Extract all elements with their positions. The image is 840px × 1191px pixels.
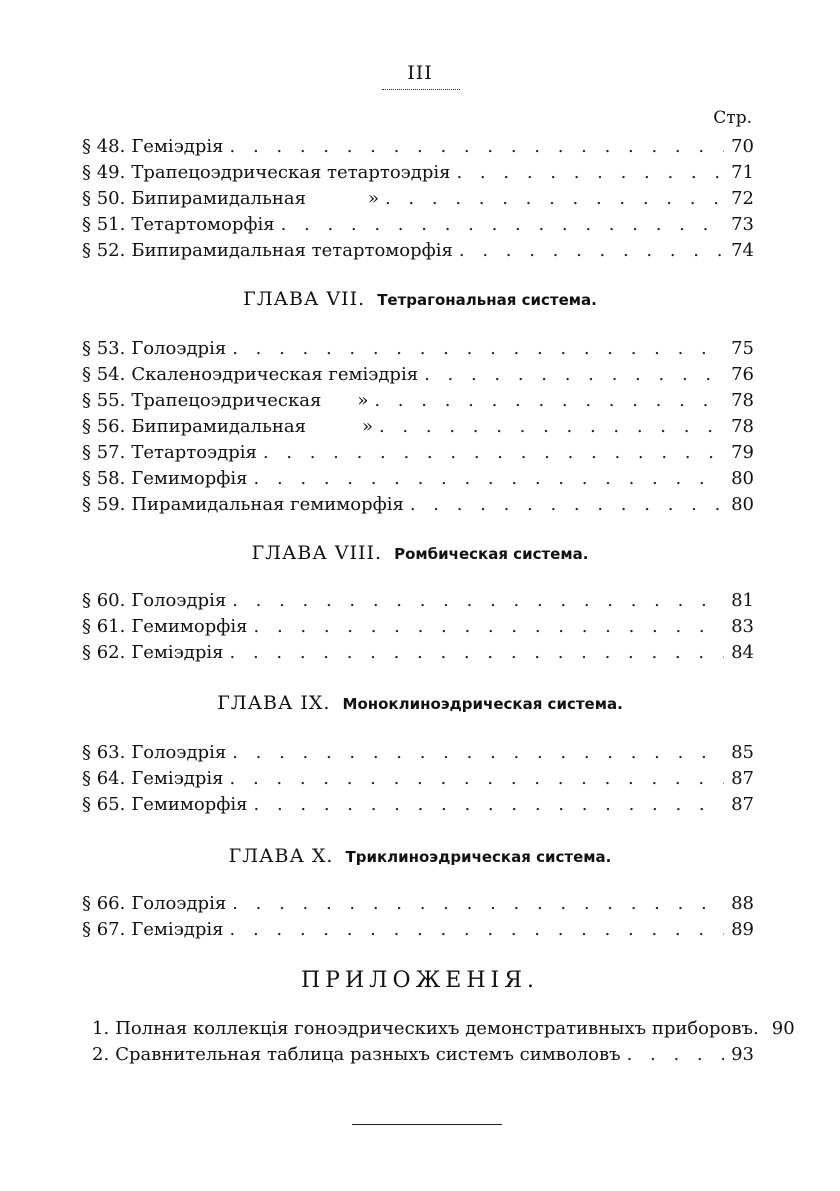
entry-title: Геміэдрія	[131, 919, 224, 940]
dot-leader	[385, 186, 724, 212]
toc-entry	[82, 134, 754, 160]
chapter-heading	[0, 288, 840, 310]
entry-title: Тетартоэдрія	[131, 442, 257, 463]
entry-title: Тетартоморфія	[131, 214, 275, 235]
entry-title: Скаленоэдрическая геміэдрія	[131, 364, 419, 385]
toc-entry	[82, 640, 754, 666]
entry-title: Сравнительная таблица разныхъ системъ символовъ	[115, 1044, 621, 1065]
section-number: § 67.	[82, 919, 126, 940]
toc-entry	[82, 186, 754, 212]
section-number: § 50.	[82, 188, 126, 209]
section-number: § 49.	[82, 162, 126, 183]
page-ref: 90	[771, 1018, 795, 1039]
section-number: § 55.	[82, 390, 126, 411]
page-column-header: Стр.	[713, 108, 752, 128]
end-rule	[352, 1124, 502, 1125]
page-ref: 70	[731, 136, 754, 157]
toc-entry	[82, 414, 754, 440]
dot-leader	[459, 238, 724, 264]
toc-entry	[82, 740, 754, 766]
toc-entry	[82, 440, 754, 466]
toc-entry	[82, 766, 754, 792]
toc-entry	[82, 492, 754, 518]
entry-title: Пирамидальная гемиморфія	[131, 494, 404, 515]
toc-entry	[82, 160, 754, 186]
dot-leader	[263, 440, 724, 466]
toc-group-monoclinic	[82, 740, 754, 818]
page-ref: 73	[731, 214, 754, 235]
entry-title: Голоэдрія	[131, 590, 227, 611]
dot-leader	[374, 388, 724, 414]
dot-leader	[281, 212, 724, 238]
dot-leader	[230, 766, 725, 792]
toc-group-triclinic	[82, 891, 754, 943]
entry-title: Геміэдрія	[131, 642, 224, 663]
appendix-heading: ПРИЛОЖЕНІЯ.	[301, 968, 539, 993]
section-number: § 54.	[82, 364, 126, 385]
page-ref: 81	[731, 590, 754, 611]
section-number: § 64.	[82, 768, 126, 789]
toc-entry	[82, 891, 754, 917]
toc-entry	[82, 614, 754, 640]
page-ref: 75	[731, 338, 754, 359]
page-ref: 78	[731, 416, 754, 437]
section-number: § 52.	[82, 240, 126, 261]
chapter-label: ГЛАВА IX.	[217, 692, 331, 714]
dot-leader	[379, 414, 724, 440]
entry-title: Бипирамидальная	[131, 188, 306, 209]
chapter-label: ГЛАВА X.	[228, 845, 334, 867]
dot-leader	[254, 466, 725, 492]
toc-entry	[82, 212, 754, 238]
section-number: § 66.	[82, 893, 126, 914]
entry-title: Геміэдрія	[131, 768, 224, 789]
appendix-entry	[92, 1042, 754, 1068]
entry-title: Бипирамидальная	[131, 416, 306, 437]
toc-entry	[82, 238, 754, 264]
section-number: § 60.	[82, 590, 126, 611]
toc-group-rhombic	[82, 588, 754, 666]
ditto-mark: »	[357, 390, 369, 411]
toc-entry	[82, 792, 754, 818]
entry-title: Голоэдрія	[131, 338, 227, 359]
section-number: § 58.	[82, 468, 126, 489]
chapter-label: ГЛАВА VIII.	[251, 542, 383, 564]
entry-title: Трапецоэдрическая	[131, 390, 322, 411]
entry-title: Геміэдрія	[131, 136, 224, 157]
toc-entry	[82, 588, 754, 614]
page-ref: 72	[731, 188, 754, 209]
chapter-title: Ромбическая система.	[394, 545, 589, 563]
section-number: § 63.	[82, 742, 126, 763]
dot-leader	[232, 336, 724, 362]
section-number: § 51.	[82, 214, 126, 235]
dot-leader	[232, 588, 724, 614]
chapter-title: Тетрагональная система.	[377, 291, 597, 309]
dot-leader	[230, 134, 725, 160]
dot-leader	[230, 640, 725, 666]
section-number: § 62.	[82, 642, 126, 663]
dot-leader	[456, 160, 724, 186]
toc-entry	[82, 917, 754, 943]
ditto-mark: »	[367, 188, 379, 209]
appendix-entry	[92, 1016, 795, 1042]
appendix-number: 1.	[92, 1018, 110, 1039]
page-ref: 87	[731, 794, 754, 815]
section-number: § 61.	[82, 616, 126, 637]
page-ref: 79	[731, 442, 754, 463]
entry-title: Голоэдрія	[131, 893, 227, 914]
chapter-title: Триклиноэдрическая система.	[345, 848, 612, 866]
section-number: § 59.	[82, 494, 126, 515]
page-ref: 87	[731, 768, 754, 789]
toc-entry	[82, 388, 754, 414]
entry-title: Гемиморфія	[131, 468, 248, 489]
page-number-rule	[382, 89, 460, 90]
section-number: § 48.	[82, 136, 126, 157]
page-ref: 93	[731, 1044, 754, 1065]
dot-leader	[627, 1042, 724, 1068]
dot-leader	[254, 614, 725, 640]
toc-group-hexagonal-continued	[82, 134, 754, 264]
chapter-heading	[0, 845, 840, 867]
page-ref: 88	[731, 893, 754, 914]
page-ref: 78	[731, 390, 754, 411]
section-number: § 56.	[82, 416, 126, 437]
page-ref: 85	[731, 742, 754, 763]
toc-group-tetragonal	[82, 336, 754, 518]
page-ref: 76	[731, 364, 754, 385]
page-ref: 80	[731, 468, 754, 489]
section-number: § 53.	[82, 338, 126, 359]
entry-title: Полная коллекція гоноэдрическихъ демонстративныхъ приборовъ.	[115, 1018, 759, 1039]
page-ref: 84	[731, 642, 754, 663]
toc-entry	[82, 336, 754, 362]
toc-entry	[82, 466, 754, 492]
dot-leader	[410, 492, 724, 518]
entry-title: Бипирамидальная тетартоморфія	[131, 240, 453, 261]
dot-leader	[230, 917, 725, 943]
section-number: § 57.	[82, 442, 126, 463]
chapter-title: Моноклиноэдрическая система.	[342, 695, 623, 713]
entry-title: Трапецоэдрическая тетартоэдрія	[131, 162, 451, 183]
dot-leader	[232, 740, 724, 766]
page-number: III	[407, 62, 433, 84]
appendix-number: 2.	[92, 1044, 110, 1065]
appendix-list	[92, 1016, 795, 1068]
dot-leader	[254, 792, 725, 818]
dot-leader	[232, 891, 724, 917]
page-ref: 83	[731, 616, 754, 637]
entry-title: Гемиморфія	[131, 616, 248, 637]
page-ref: 80	[731, 494, 754, 515]
entry-title: Голоэдрія	[131, 742, 227, 763]
chapter-heading	[0, 542, 840, 564]
toc-entry	[82, 362, 754, 388]
page-ref: 89	[731, 919, 754, 940]
page-ref: 74	[731, 240, 754, 261]
dot-leader	[424, 362, 724, 388]
ditto-mark: »	[361, 416, 373, 437]
chapter-heading	[0, 692, 840, 714]
entry-title: Гемиморфія	[131, 794, 248, 815]
chapter-label: ГЛАВА VII.	[243, 288, 366, 310]
section-number: § 65.	[82, 794, 126, 815]
page-ref: 71	[731, 162, 754, 183]
